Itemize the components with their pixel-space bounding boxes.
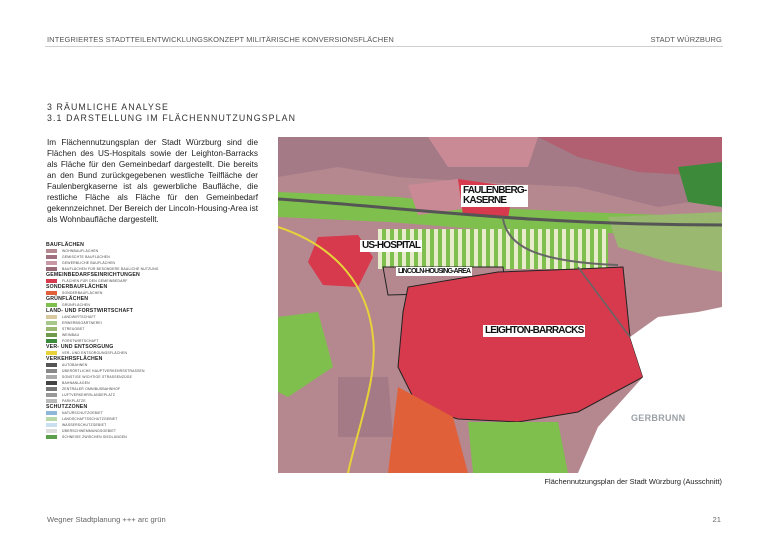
legend-label: GEMISCHTE BAUFLÄCHEN xyxy=(62,255,110,259)
legend-heading: SCHUTZZONEN xyxy=(46,404,88,410)
legend-label: ERWERBSGÄRTNEREI xyxy=(62,321,103,325)
legend-swatch xyxy=(46,417,57,421)
legend-swatch xyxy=(46,435,57,439)
legend-label: WASSERSCHUTZGEBIET xyxy=(62,423,107,427)
label-lincoln-housing-area: LINCOLN-HOUSING-AREA xyxy=(398,268,471,275)
legend-label: SONDERBAUFLÄCHEN xyxy=(62,291,103,295)
body-paragraph: Im Flächennutzungsplan der Stadt Würzburg sind die Flächen des US-Hospitals sowie der Leighton-Barracks als Fläche für den Gemeinbedarf dargestellt. Die bereits an den Bund zurückgegebenen westliche Teilfläche der Faulenbergkaserne ist als gewerbliche Baufläche, die restliche Fläche als Fläche für den Gemeinbedarf gekennzeichnet. Der Bereich der Lincoln-Housing-Area ist als Wohnbaufläche dargestellt. xyxy=(47,138,258,224)
legend-swatch xyxy=(46,351,57,355)
legend-label: PARKPLÄTZE xyxy=(62,399,86,403)
legend-swatch xyxy=(46,339,57,343)
label-faulenberg-text: FAULENBERG- KASERNE xyxy=(463,185,527,206)
legend-heading: BAUFLÄCHEN xyxy=(46,242,85,248)
legend-label: FORSTWIRTSCHAFT xyxy=(62,339,99,343)
legend-swatch xyxy=(46,363,57,367)
legend-heading: VER- UND ENTSORGUNG xyxy=(46,344,114,350)
legend-item xyxy=(46,434,211,440)
legend-swatch xyxy=(46,333,57,337)
legend-swatch xyxy=(46,369,57,373)
legend-label: WOHNBAUFLÄCHEN xyxy=(62,249,99,253)
legend-label: ZENTRALER OMNIBUSBAHNHOF xyxy=(62,387,121,391)
legend-label: SCHNEISE ZWISCHEN SIEDLUNGEN xyxy=(62,435,127,439)
legend-swatch xyxy=(46,387,57,391)
legend-swatch xyxy=(46,261,57,265)
legend-label: WEINBAU xyxy=(62,333,80,337)
header-divider xyxy=(45,46,723,47)
legend-heading: SONDERBAUFLÄCHEN xyxy=(46,284,108,290)
legend-label: STREUOBST xyxy=(62,327,85,331)
legend-swatch xyxy=(46,411,57,415)
legend-label: LANDWIRTSCHAFT xyxy=(62,315,97,319)
legend-label: GRÜNFLÄCHEN xyxy=(62,303,91,307)
legend-swatch xyxy=(46,315,57,319)
legend-swatch xyxy=(46,249,57,253)
legend-swatch xyxy=(46,393,57,397)
label-leighton-barracks: LEIGHTON-BARRACKS xyxy=(485,325,584,336)
footer-authors: Wegner Stadtplanung +++ arc grün xyxy=(47,515,166,524)
legend-heading: GRÜNFLÄCHEN xyxy=(46,296,89,302)
legend-label: FLÄCHEN FÜR DEN GEMEINBEDARF xyxy=(62,279,128,283)
legend-swatch xyxy=(46,399,57,403)
legend-label: LUFTVERKEHRSLANDEPLATZ xyxy=(62,393,116,397)
legend-label: AUTOBAHNEN xyxy=(62,363,88,367)
label-us-hospital: US-HOSPITAL xyxy=(362,240,421,251)
land-use-map xyxy=(278,137,722,473)
label-gerbrunn: GERBRUNN xyxy=(631,413,686,423)
legend-swatch xyxy=(46,321,57,325)
legend-label: SONSTIGE WICHTIGE STRASSENZÜGE xyxy=(62,375,133,379)
legend-swatch xyxy=(46,423,57,427)
legend-swatch xyxy=(46,381,57,385)
legend-swatch xyxy=(46,291,57,295)
running-header-title: INTEGRIERTES STADTTEILENTWICKLUNGSKONZEPT MILITÄRISCHE KONVERSIONSFLÄCHEN xyxy=(47,35,394,44)
label-faulenberg-kaserne xyxy=(461,185,528,207)
section-heading: 3 RÄUMLICHE ANALYSE xyxy=(47,102,169,112)
legend-swatch xyxy=(46,279,57,283)
legend-label: VER- UND ENTSORGUNGSFLÄCHEN xyxy=(62,351,128,355)
legend-heading: VERKEHRSFLÄCHEN xyxy=(46,356,103,362)
legend-swatch xyxy=(46,429,57,433)
legend-label: NATURSCHUTZGEBIET xyxy=(62,411,104,415)
legend-label: ÜBERÖRTLICHE HAUPTVERKEHRSSTRASSEN xyxy=(62,369,145,373)
map-legend xyxy=(46,242,211,502)
section-subheading: 3.1 DARSTELLUNG IM FLÄCHENNUTZUNGSPLAN xyxy=(47,113,297,123)
legend-swatch xyxy=(46,375,57,379)
page-number: 21 xyxy=(712,515,721,524)
legend-label: GEWERBLICHE BAUFLÄCHEN xyxy=(62,261,116,265)
legend-label: BAUFLÄCHEN FÜR BESONDERE BAULICHE NUTZUNG xyxy=(62,267,159,271)
running-header-city: STADT WÜRZBURG xyxy=(650,35,722,44)
legend-label: ÜBERSCHWEMMUNGSGEBIET xyxy=(62,429,117,433)
legend-swatch xyxy=(46,303,57,307)
legend-swatch xyxy=(46,267,57,271)
legend-heading: LAND- UND FORSTWIRTSCHAFT xyxy=(46,308,134,314)
legend-label: LANDSCHAFTSSCHUTZGEBIET xyxy=(62,417,118,421)
legend-swatch xyxy=(46,327,57,331)
legend-swatch xyxy=(46,255,57,259)
legend-heading: GEMEINBEDARFSEINRICHTUNGEN xyxy=(46,272,140,278)
map-caption: Flächennutzungsplan der Stadt Würzburg (Ausschnitt) xyxy=(544,477,722,486)
legend-label: BAHNANLAGEN xyxy=(62,381,90,385)
